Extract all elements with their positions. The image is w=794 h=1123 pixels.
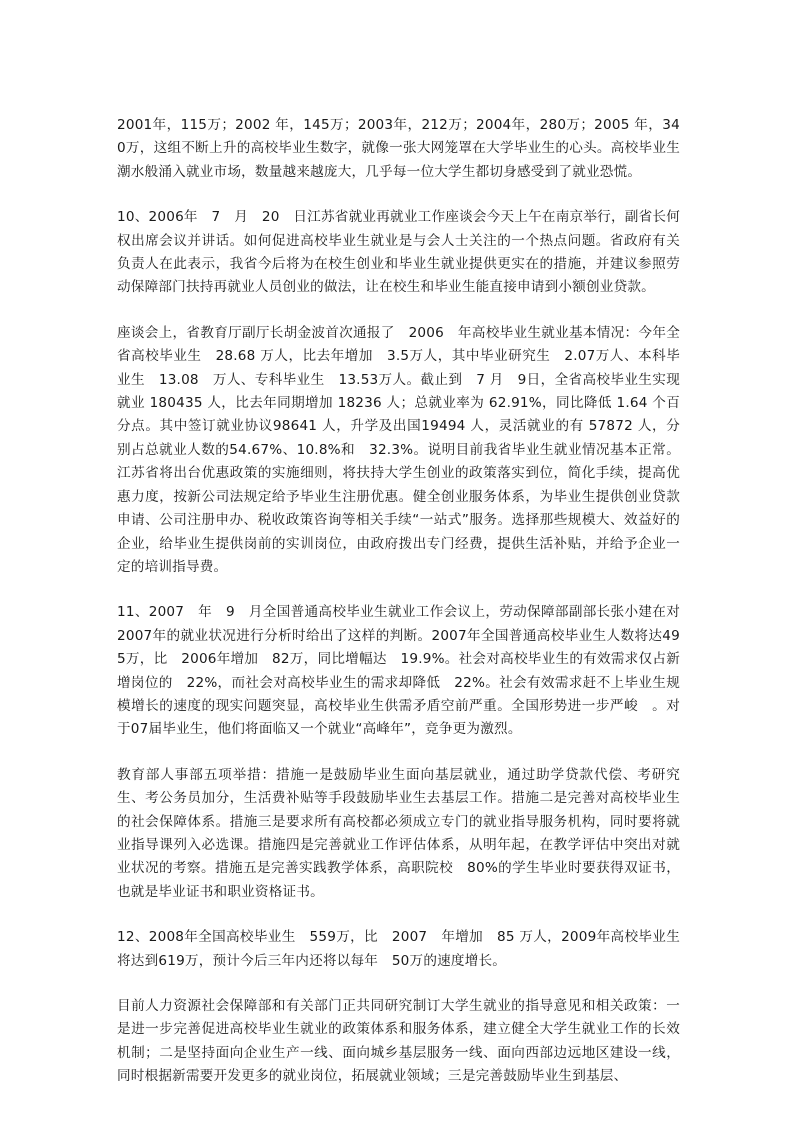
paragraph-graduate-numbers: 2001年，115万；2002 年，145万；2003年，212万；2004年，280万；2005 年，340万，这组不断上升的高校毕业生数字，就像一张大网笼罩在大学毕业生的心头。高校毕业生潮水般涌入就业市场，数量越来越庞大，几乎每一位大学生都切身感受到了就业恐慌。	[117, 117, 680, 180]
document-page	[117, 114, 680, 1111]
paragraph-item-12: 12、2008年全国高校毕业生 559万，比 2007 年增加 85 万人，2009年高校毕业生将达到619万，预计今后三年内还将以每年 50万的速度增长。	[117, 929, 680, 969]
paragraph-item-11: 11、2007 年 9 月全国普通高校毕业生就业工作会议上，劳动保障部副部长张小建在对2007年的就业状况进行分析时给出了这样的判断。2007年全国普通高校毕业生人数将达495万，比 2006年增加 82万，同比增幅达 19.9%。社会对高校毕业生的有效需求仅占新增岗位的 22%，而社会对高校毕业生的需求却降低 22%。社会有效需求赶不上毕业生规模增长的速度的现实问题突显，高校毕业生供需矛盾空前严重。全国形势进一步严峻 。对于07届毕业生，他们将面临又一个就业“高峰年”，竞争更为激烈。	[117, 604, 680, 738]
paragraph-five-measures: 教育部人事部五项举措：措施一是鼓励毕业生面向基层就业，通过助学贷款代偿、考研究生、考公务员加分，生活费补贴等手段鼓励毕业生去基层工作。措施二是完善对高校毕业生的社会保障体系。措施三是要求所有高校都必须成立专门的就业指导服务机构，同时要将就业指导课列入必选课。措施四是完善就业工作评估体系，从明年起，在教学评估中突出对就业状况的考察。措施五是完善实践教学体系，高职院校 80%的学生毕业时要获得双证书，也就是毕业证书和职业资格证书。	[117, 766, 680, 900]
paragraph-item-10: 10、2006年 7 月 20 日江苏省就业再就业工作座谈会今天上午在南京举行，副省长何权出席会议并讲话。如何促进高校毕业生就业是与会人士关注的一个热点问题。省政府有关负责人在此表示，我省今后将为在校生创业和毕业生就业提供更实在的措施，并建议参照劳动保障部门扶持再就业人员创业的做法，让在校生和毕业生能直接申请到小额创业贷款。	[117, 209, 680, 296]
paragraph-jiangsu-symposium: 座谈会上，省教育厅副厅长胡金波首次通报了 2006 年高校毕业生就业基本情况：今年全省高校毕业生 28.68 万人，比去年增加 3.5万人，其中毕业研究生 2.07万人、本科毕业生 13.08 万人、专科毕业生 13.53万人。截止到 7 月 9日，全省高校毕业生实现就业 180435 人，比去年同期增加 18236 人；总就业率为 62.91%，同比降低 1.64 个百分点。其中签订就业协议98641 人，升学及出国19494 人，灵活就业的有 57872 人，分别占总就业人数的54.67%、10.8%和 32.3%。说明目前我省毕业生就业情况基本正常。江苏省将出台优惠政策的实施细则，将扶持大学生创业的政策落实到位，简化手续，提高优惠力度，按新公司法规定给予毕业生注册优惠。健全创业服务体系，为毕业生提供创业贷款申请、公司注册申办、税收政策咨询等相关手续“一站式”服务。选择那些规模大、效益好的企业，给毕业生提供岗前的实训岗位，由政府拨出专门经费，提供生活补贴，并给予企业一定的培训指导费。	[117, 324, 680, 575]
paragraph-policy-guidance: 目前人力资源社会保障部和有关部门正共同研究制订大学生就业的指导意见和相关政策：一是进一步完善促进高校毕业生就业的政策体系和服务体系，建立健全大学生就业工作的长效机制；二是坚持面向企业生产一线、面向城乡基层服务一线、面向西部边远地区建设一线，同时根据新需要开发更多的就业岗位，拓展就业领域；三是完善鼓励毕业生到基层、	[117, 998, 680, 1085]
